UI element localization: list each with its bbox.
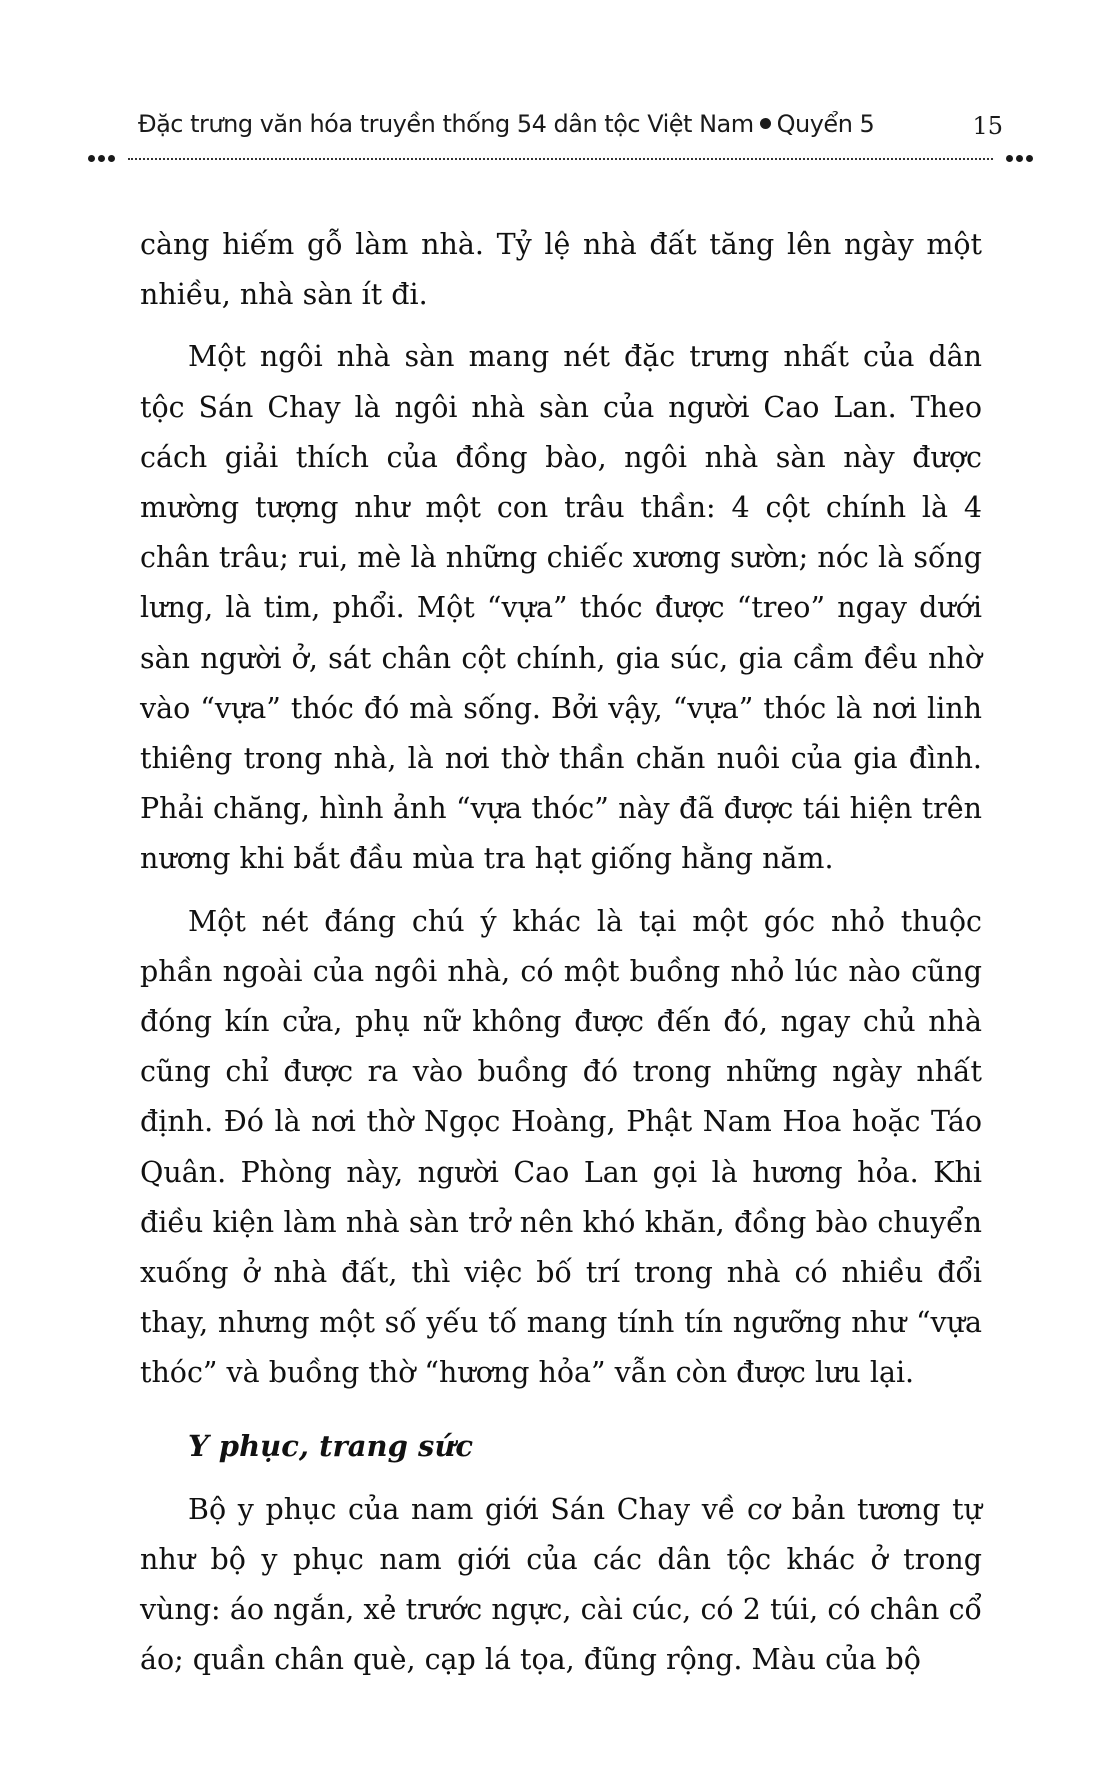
header-volume: Quyển 5 <box>776 110 875 138</box>
page-number: 15 <box>972 112 1003 140</box>
paragraph-clothing: Bộ y phục của nam giới Sán Chay về cơ bản tương tự như bộ y phục nam giới của các dân tộc khác ở trong vùng: áo ngắn, xẻ trước ngực, cài cúc, có 2 túi, có chân cổ áo; quần chân què, cạp lá tọa, đũng rộng. Màu của bộ <box>140 1492 982 1677</box>
header-rule <box>88 154 1033 164</box>
body-text <box>140 220 982 1697</box>
running-header-title <box>138 110 874 138</box>
section-heading: Y phục, trang sức <box>188 1428 474 1463</box>
running-header <box>88 108 1033 168</box>
ornament-dots-right-icon <box>1006 155 1033 162</box>
paragraph-continued: càng hiếm gỗ làm nhà. Tỷ lệ nhà đất tăng lên ngày một nhiều, nhà sàn ít đi. <box>140 228 982 312</box>
dotted-divider <box>128 158 993 160</box>
ornament-dots-left-icon <box>88 155 115 162</box>
bullet-separator-icon <box>760 118 771 129</box>
paragraph-stilt-house: Một ngôi nhà sàn mang nét đặc trưng nhất của dân tộc Sán Chay là ngôi nhà sàn của người Cao Lan. Theo cách giải thích của đồng bào, ngôi nhà sàn này được mường tượng như một con trâu thần: 4 cột chính là 4 chân trâu; rui, mè là những chiếc xương sườn; nóc là sống lưng, là tim, phổi. Một “vựa” thóc được “treo” ngay dưới sàn người ở, sát chân cột chính, gia súc, gia cầm đều nhờ vào “vựa” thóc đó mà sống. Bởi vậy, “vựa” thóc là nơi linh thiêng trong nhà, là nơi thờ thần chăn nuôi của gia đình. Phải chăng, hình ảnh “vựa thóc” này đã được tái hiện trên nương khi bắt đầu mùa tra hạt giống hằng năm. <box>140 340 982 876</box>
paragraph-shrine-room: Một nét đáng chú ý khác là tại một góc nhỏ thuộc phần ngoài của ngôi nhà, có một buồng nhỏ lúc nào cũng đóng kín cửa, phụ nữ không được đến đó, ngay chủ nhà cũng chỉ được ra vào buồng đó trong những ngày nhất định. Đó là nơi thờ Ngọc Hoàng, Phật Nam Hoa hoặc Táo Quân. Phòng này, người Cao Lan gọi là hương hỏa. Khi điều kiện làm nhà sàn trở nên khó khăn, đồng bào chuyển xuống ở nhà đất, thì việc bố trí trong nhà có nhiều đổi thay, nhưng một số yếu tố mang tính tín ngưỡng như “vựa thóc” và buồng thờ “hương hỏa” vẫn còn được lưu lại. <box>140 904 982 1390</box>
header-book-title: Đặc trưng văn hóa truyền thống 54 dân tộc Việt Nam <box>138 110 754 138</box>
